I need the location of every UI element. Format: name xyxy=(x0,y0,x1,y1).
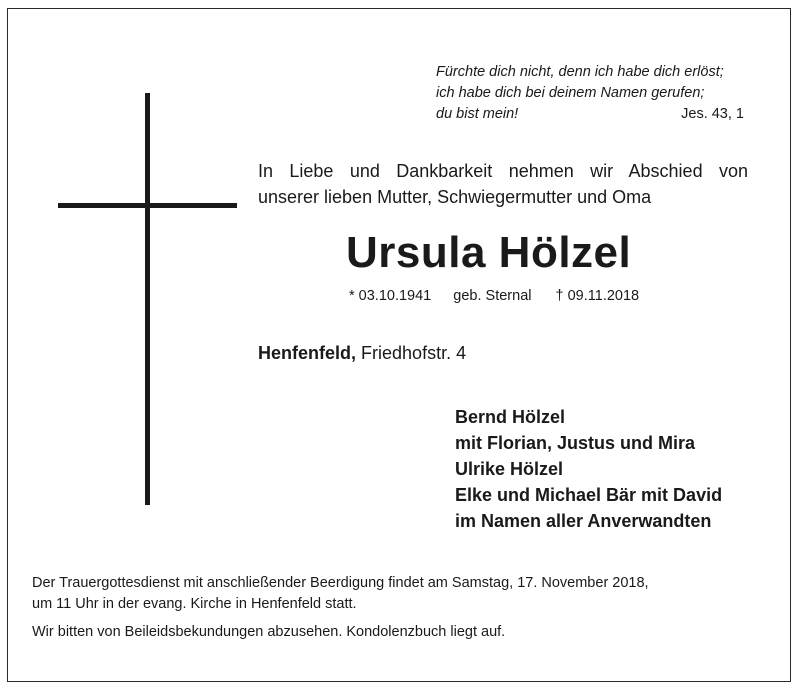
mourner-line: im Namen aller Anverwandten xyxy=(455,511,712,531)
address xyxy=(258,341,466,365)
mourner-line: Bernd Hölzel xyxy=(455,407,566,427)
cross-vertical-bar xyxy=(145,93,150,505)
service-line: um 11 Uhr in der evang. Kirche in Henfenfeld statt. xyxy=(32,596,357,612)
mourner-line: mit Florian, Justus und Mira xyxy=(455,433,696,453)
mourners-list xyxy=(455,404,722,534)
intro-text xyxy=(258,158,748,210)
death-date: † 09.11.2018 xyxy=(555,288,640,304)
address-town: Henfenfeld, xyxy=(258,343,357,363)
verse-last-line xyxy=(436,104,746,125)
mourner-line: Elke und Michael Bär mit David xyxy=(455,485,723,505)
maiden-name: geb. Sternal xyxy=(453,288,532,304)
verse-reference: Jes. 43, 1 xyxy=(681,106,744,122)
deceased-name: Ursula Hölzel xyxy=(346,228,632,277)
funeral-service-info xyxy=(32,573,772,615)
verse-line: Fürchte dich nicht, denn ich habe dich erlöst; xyxy=(436,64,724,80)
birth-date: * 03.10.1941 xyxy=(349,288,432,304)
service-line: Der Trauergottesdienst mit anschließender Beerdigung findet am Samstag, 17. November 2018, xyxy=(32,575,649,591)
bible-verse xyxy=(436,62,746,125)
cross-horizontal-bar xyxy=(58,203,237,208)
verse-line: ich habe dich bei deinem Namen gerufen; xyxy=(436,85,705,101)
intro-line: unserer lieben Mutter, Schwiegermutter und Oma xyxy=(258,187,652,207)
verse-line: du bist mein! xyxy=(436,106,519,122)
intro-line: In Liebe und Dankbarkeit nehmen wir Abschied von xyxy=(258,161,748,181)
address-street: Friedhofstr. 4 xyxy=(361,343,467,363)
condolence-note: Wir bitten von Beileidsbekundungen abzusehen. Kondolenzbuch liegt auf. xyxy=(32,624,506,640)
mourner-line: Ulrike Hölzel xyxy=(455,459,564,479)
life-dates xyxy=(349,286,639,306)
